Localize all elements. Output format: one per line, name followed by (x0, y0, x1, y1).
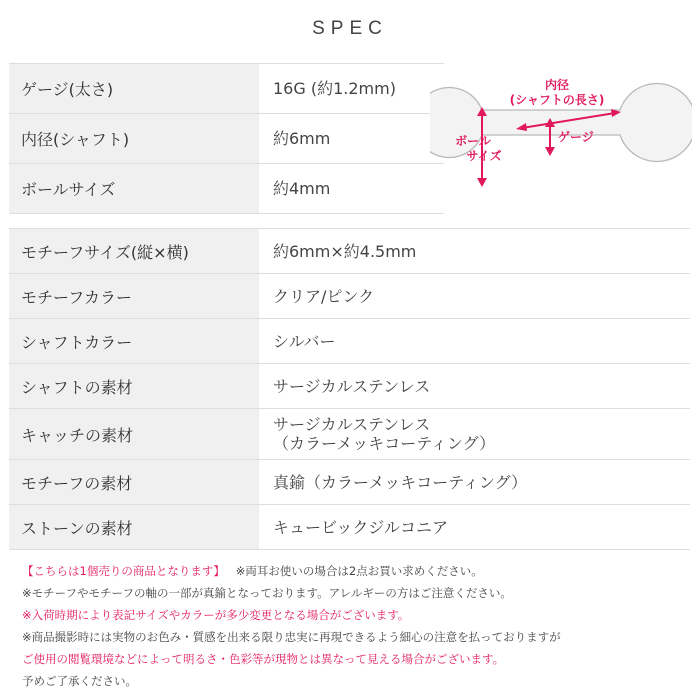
note-brass: ※モチーフやモチーフの軸の一部が真鍮となっております。アレルギーの方はご注意ください。 (22, 586, 512, 600)
spec-row-stone-material (9, 505, 690, 550)
note-highlight: 【こちらは1個売りの商品となります】 (22, 564, 225, 578)
spec-row-gauge (9, 64, 444, 114)
spec-label: モチーフカラー (9, 274, 259, 319)
spec-label: ストーンの素材 (9, 505, 259, 550)
note-display: ご使用の閲覧環境などによって明るさ・色彩等が現物とは異なって見える場合がございます。 (22, 652, 505, 666)
spec-table-main (9, 63, 444, 214)
spec-label: キャッチの素材 (9, 409, 259, 460)
spec-table-detail (9, 228, 690, 550)
spec-label: モチーフサイズ(縦×横) (9, 229, 259, 274)
note-size-change: ※入荷時期により表記サイズやカラーが多少変更となる場合がございます。 (22, 608, 410, 622)
gauge-label: ゲージ (558, 130, 594, 144)
spec-value: 真鍮（カラーメッキコーティング） (259, 460, 690, 505)
spec-value-line1: サージカルステンレス (273, 415, 431, 434)
note-text: ※両耳お使いの場合は2点お買い求めください。 (235, 564, 483, 578)
inner-diameter-label: 内径 (544, 78, 570, 92)
notes-block (22, 560, 692, 692)
piercing-diagram (430, 68, 692, 198)
spec-value: 約6mm (259, 114, 444, 164)
spec-value-line2: （カラーメッキコーティング） (273, 434, 496, 453)
ball-size-label: ボール (455, 134, 491, 148)
spec-row-shaft-material (9, 364, 690, 409)
spec-label: シャフトカラー (9, 319, 259, 364)
spec-title: SPEC (312, 18, 388, 39)
spec-value: キュービックジルコニア (259, 505, 690, 550)
spec-label: シャフトの素材 (9, 364, 259, 409)
spec-label: モチーフの素材 (9, 460, 259, 505)
spec-value: 約4mm (259, 164, 444, 214)
spec-value: 約6mm×約4.5mm (259, 229, 690, 274)
spec-value: シルバー (259, 319, 690, 364)
ball-size-sublabel: サイズ (466, 149, 502, 163)
spec-row-inner-diameter (9, 114, 444, 164)
spec-label: ボールサイズ (9, 164, 259, 214)
spec-value: サージカルステンレス (259, 364, 690, 409)
spec-row-motif-color (9, 274, 690, 319)
spec-row-shaft-color (9, 319, 690, 364)
spec-label: 内径(シャフト) (9, 114, 259, 164)
note-single-item (22, 560, 692, 582)
spec-row-motif-size (9, 229, 690, 274)
spec-label: ゲージ(太さ) (9, 64, 259, 114)
spec-value (259, 409, 690, 460)
spec-value: 16G (約1.2mm) (259, 64, 444, 114)
note-acknowledge: 予めご了承ください。 (22, 674, 137, 688)
note-photo: ※商品撮影時には実物のお色み・質感を出来る限り忠実に再現できるよう細心の注意を払っておりますが (22, 630, 561, 644)
spec-row-motif-material (9, 460, 690, 505)
spec-row-ball-size (9, 164, 444, 214)
spec-row-catch-material (9, 409, 690, 460)
inner-diameter-sublabel: (シャフトの長さ) (509, 93, 605, 107)
spec-value: クリア/ピンク (259, 274, 690, 319)
